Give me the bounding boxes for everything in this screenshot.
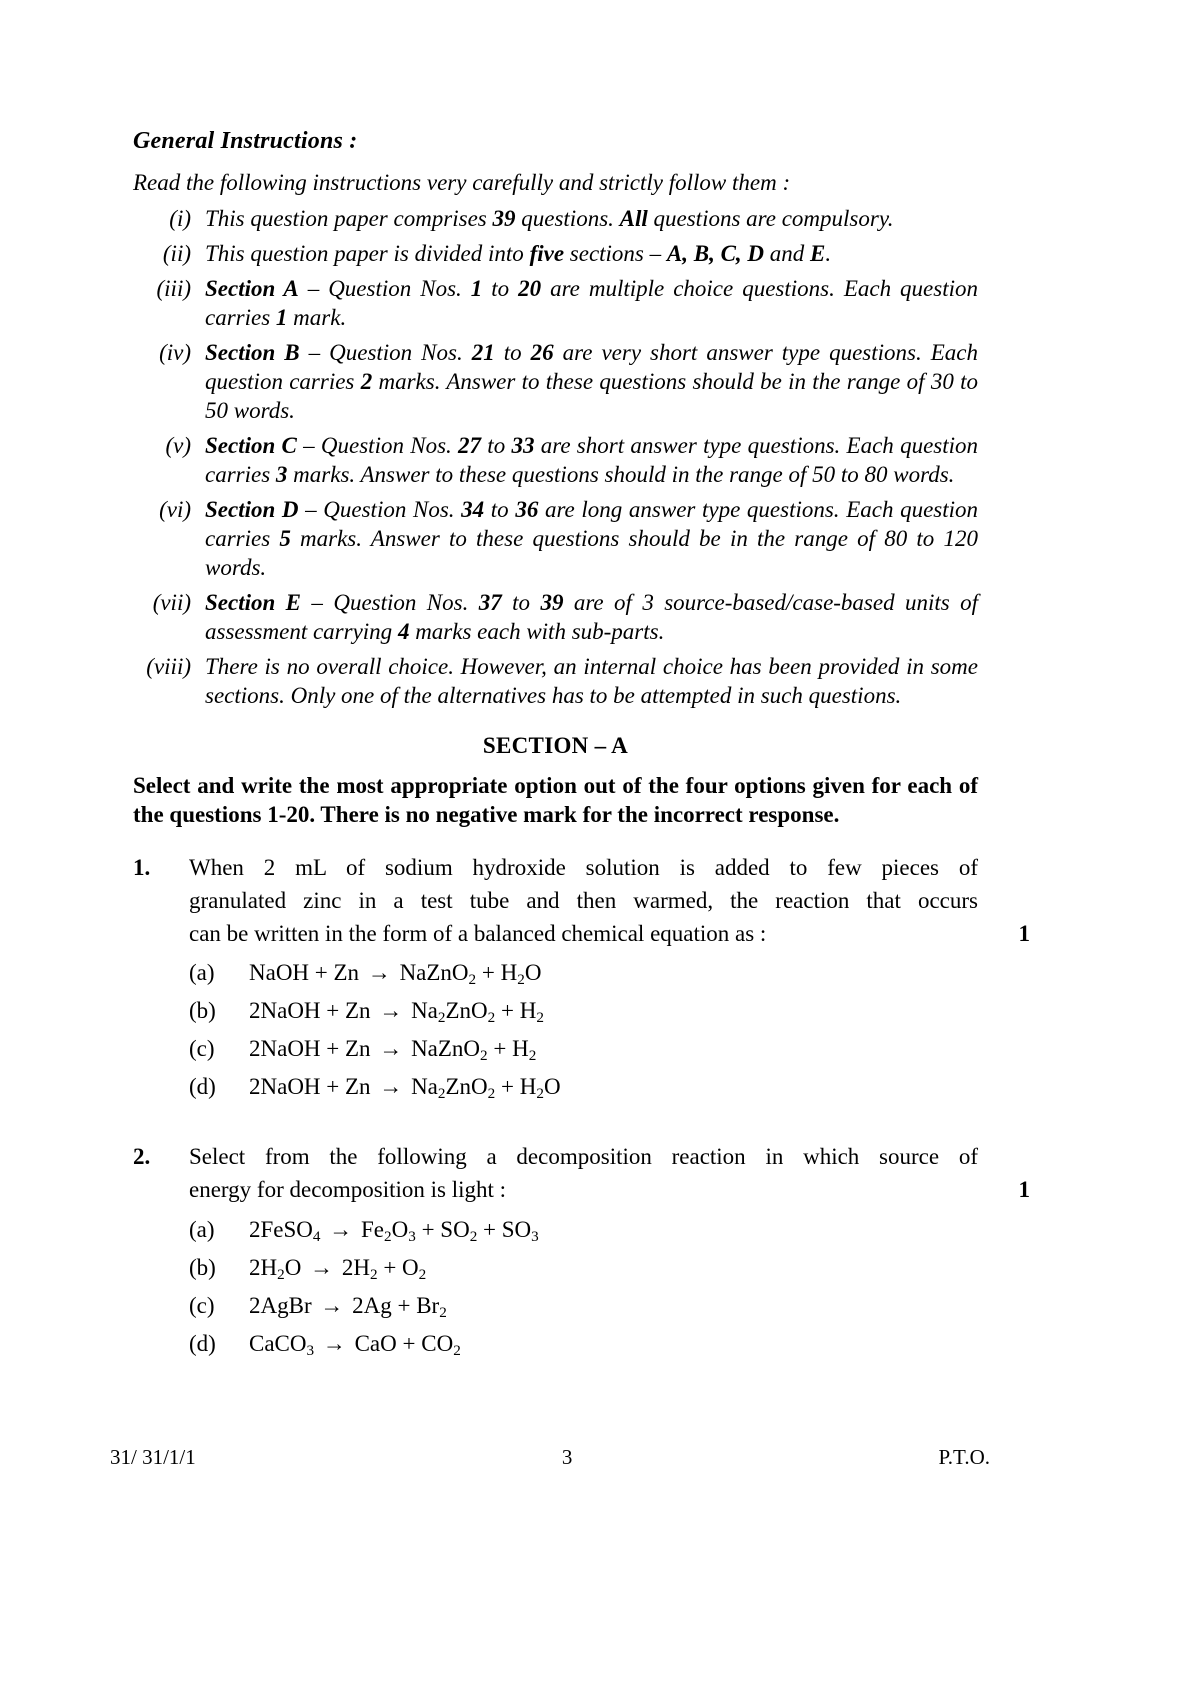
option-item[interactable] [189, 960, 978, 989]
instruction-fragment: – Question Nos. [298, 275, 471, 301]
instruction-fragment: are short answer type questions. Each question carries [205, 432, 979, 487]
question-stem [189, 1141, 1030, 1206]
instruction-emphasis: 39 [492, 206, 516, 231]
instruction-emphasis: 1 [275, 304, 288, 330]
instruction-fragment: This question paper comprises [205, 206, 493, 231]
instruction-emphasis: 37 [478, 589, 502, 615]
instruction-item [133, 653, 978, 711]
instruction-fragment: mark. [287, 304, 347, 330]
instruction-number: (i) [169, 206, 191, 231]
instruction-fragment: . [825, 240, 832, 266]
reaction-arrow-icon: → [310, 1254, 334, 1280]
option-text: 2NaOH + Zn → NaZnO$_2$ + $H_2$ [249, 1036, 537, 1065]
question-spacer [133, 1123, 978, 1141]
instruction-fragment: marks. Answer to these questions should be in the range of 80 to 120 words. [205, 525, 978, 580]
instruction-emphasis: Section B [205, 339, 300, 365]
instruction-fragment: and [764, 240, 811, 266]
question-stem-line: energy for decomposition is light : 1 [189, 1174, 978, 1207]
instruction-text [205, 275, 978, 333]
page-content [133, 128, 1030, 1380]
instruction-text [205, 205, 978, 234]
instruction-emphasis: A, B, C, D [666, 240, 765, 266]
instruction-number: (v) [165, 432, 191, 458]
instruction-number: (ii) [162, 240, 191, 266]
instruction-item [133, 589, 978, 647]
instruction-fragment: marks. Answer to these questions should be in the range of 30 to 50 words. [205, 368, 978, 423]
instruction-fragment: are of 3 source-based/case-based units of assessment carrying [205, 589, 979, 644]
instruction-fragment: to [484, 496, 516, 522]
instruction-item [133, 275, 978, 333]
option-label: (a) [189, 960, 215, 986]
page-footer [110, 1445, 990, 1470]
instruction-fragment: marks. Answer to these questions should in the range of 50 to 80 words. [287, 461, 955, 487]
instruction-emphasis: 39 [540, 589, 564, 615]
reaction-arrow-icon: → [379, 998, 403, 1024]
option-item[interactable] [189, 1216, 978, 1245]
instruction-number: (iii) [156, 275, 191, 301]
option-label: (d) [189, 1330, 216, 1356]
option-label: (c) [189, 1292, 215, 1318]
instruction-emphasis: Section A [205, 275, 299, 301]
instruction-emphasis: 20 [518, 275, 542, 301]
question-stem-line: Select from the following a decomposition reaction in which source of [189, 1144, 978, 1170]
option-list [189, 1216, 978, 1359]
general-instructions-title: General Instructions : [133, 128, 358, 154]
question-body [189, 1141, 1030, 1369]
option-item[interactable] [189, 1254, 978, 1283]
option-label: (b) [189, 998, 216, 1024]
instruction-text [205, 589, 978, 647]
reaction-arrow-icon: → [379, 1036, 403, 1062]
question-number: 2. [133, 1144, 151, 1170]
turn-over-label: P.T.O. [938, 1445, 990, 1469]
question-marks: 1 [1018, 920, 1030, 946]
instruction-text [205, 496, 978, 583]
instruction-fragment: – Question Nos. [298, 496, 462, 522]
reaction-arrow-icon: → [329, 1216, 353, 1242]
instruction-fragment: – Question Nos. [299, 339, 472, 365]
option-item[interactable] [189, 998, 978, 1027]
reaction-arrow-icon: → [379, 1074, 403, 1100]
instruction-emphasis: 26 [530, 339, 554, 365]
instruction-fragment: to [481, 432, 512, 458]
option-item[interactable] [189, 1074, 978, 1103]
instruction-emphasis: 21 [471, 339, 495, 365]
instruction-text [205, 653, 978, 711]
instruction-emphasis: 3 [275, 461, 288, 487]
question-stem [189, 852, 1030, 950]
option-text: CaCO$_3$ → CaO + $CO_2$ [249, 1330, 461, 1359]
instruction-item [133, 339, 978, 426]
instruction-fragment: are multiple choice questions. Each question carries [205, 275, 978, 330]
option-label: (b) [189, 1254, 216, 1280]
instruction-fragment: are very short answer type questions. Each question carries [205, 339, 978, 394]
instruction-item [133, 240, 978, 269]
option-list [189, 960, 978, 1103]
instruction-fragment: There is no overall choice. However, an internal choice has been provided in some sections. Only one of the alternatives has to be attempted in such questions. [205, 653, 978, 708]
instruction-fragment: to [501, 589, 541, 615]
question-stem-line: granulated zinc in a test tube and then warmed, the reaction that occurs [189, 887, 978, 913]
instruction-item [133, 496, 978, 583]
instruction-emphasis: 36 [515, 496, 539, 522]
instruction-fragment: – Question Nos. [301, 589, 479, 615]
instruction-fragment: This question paper is divided into [205, 240, 530, 266]
option-item[interactable] [189, 1036, 978, 1065]
reaction-arrow-icon: → [367, 960, 391, 986]
instruction-fragment: questions are compulsory. [647, 206, 894, 231]
option-label: (d) [189, 1074, 216, 1100]
reaction-arrow-icon: → [320, 1292, 344, 1318]
instruction-emphasis: Section C [205, 432, 297, 458]
question-row [133, 852, 1030, 1113]
option-text: 2NaOH + $Zn \to Na_2ZnO_2 + H_2O$ [249, 1074, 561, 1103]
question-stem-line: When 2 mL of sodium hydroxide solution is added to few pieces of [189, 855, 978, 881]
instruction-text [205, 432, 978, 490]
option-item[interactable] [189, 1330, 978, 1359]
page-number: 3 [561, 1445, 573, 1469]
instruction-text [205, 240, 978, 269]
section-instruction: Select and write the most appropriate option out of the four options given for each of the questions 1-20. There is no negative mark for the incorrect response. [133, 772, 978, 828]
instruction-number: (viii) [146, 653, 191, 679]
option-text: $2H_2O \to 2H_2 + O_2$ [249, 1254, 427, 1283]
question-block [133, 1141, 1030, 1369]
question-number: 1. [133, 855, 151, 881]
reaction-arrow-icon: → [322, 1330, 346, 1356]
option-label: (c) [189, 1036, 215, 1062]
instruction-emphasis: E [810, 240, 826, 266]
instruction-item [133, 205, 978, 234]
instruction-emphasis: 4 [397, 618, 410, 644]
option-item[interactable] [189, 1292, 978, 1321]
instruction-number: (iv) [159, 339, 191, 365]
instruction-emphasis: 1 [470, 275, 483, 301]
instruction-emphasis: 34 [461, 496, 485, 522]
instruction-fragment: to [482, 275, 519, 301]
paper-code: 31/ 31/1/1 [110, 1445, 196, 1469]
question-block [133, 852, 1030, 1113]
question-body [189, 852, 1030, 1113]
question-stem-line: can be written in the form of a balanced chemical equation as : 1 [189, 918, 978, 951]
option-text: 2AgBr → $2Ag + Br_2$ [249, 1292, 447, 1321]
instructions-list [133, 205, 978, 711]
instruction-emphasis: five [529, 240, 565, 266]
instruction-fragment: sections – [564, 240, 667, 266]
instruction-emphasis: 2 [360, 368, 373, 394]
instruction-number: (vi) [159, 496, 191, 522]
questions-container [133, 852, 1030, 1369]
instruction-emphasis: 33 [511, 432, 535, 458]
general-instructions-lead: Read the following instructions very carefully and strictly follow them : [133, 170, 791, 195]
instruction-fragment: to [494, 339, 531, 365]
instruction-emphasis: 5 [279, 525, 291, 551]
instruction-fragment: – Question Nos. [296, 432, 459, 458]
instruction-emphasis: All [619, 206, 648, 231]
option-label: (a) [189, 1216, 215, 1242]
option-text: 2FeSO$_4$ → $Fe_2O_3 + SO_2 + SO_3$ [249, 1216, 539, 1245]
instruction-fragment: are long answer type questions. Each question carries [205, 496, 979, 551]
instruction-item [133, 432, 978, 490]
instruction-number: (vii) [152, 589, 191, 615]
question-row [133, 1141, 1030, 1369]
instruction-emphasis: Section E [205, 589, 302, 615]
section-heading: SECTION – A [482, 732, 629, 758]
instruction-emphasis: Section D [205, 496, 299, 522]
instruction-fragment: marks each with sub-parts. [409, 618, 665, 644]
question-marks: 1 [1018, 1176, 1030, 1202]
instruction-fragment: questions. [515, 206, 620, 231]
option-text: NaOH + Zn → NaZnO$_2$ + $H_2O$ [249, 960, 542, 989]
instruction-text [205, 339, 978, 426]
instruction-emphasis: 27 [458, 432, 482, 458]
option-text: 2NaOH + $Zn \to Na_2ZnO_2 + H_2$ [249, 998, 544, 1027]
